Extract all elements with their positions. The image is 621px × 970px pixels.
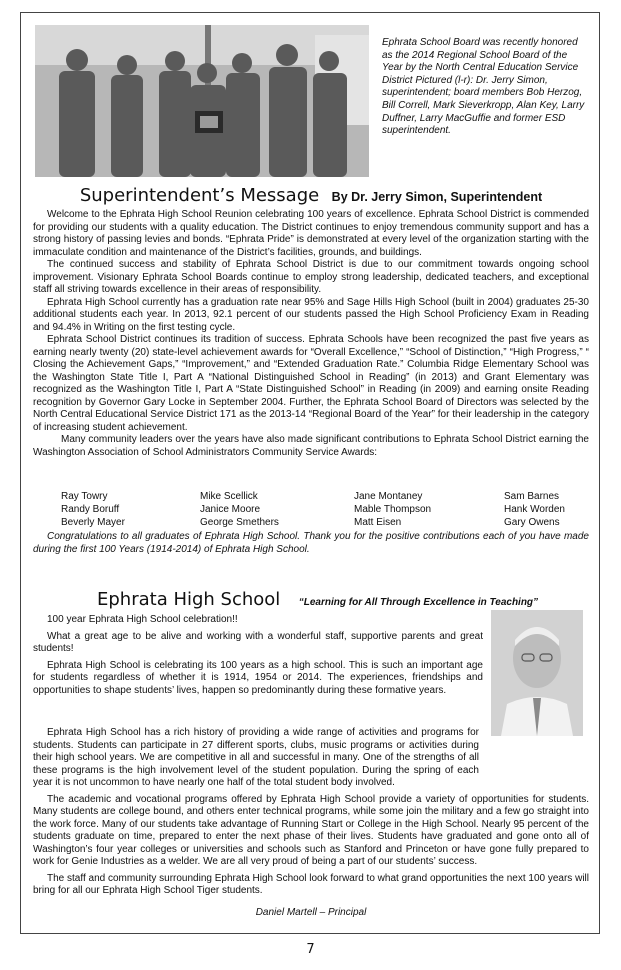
recipient-name: Mike Scellick: [200, 491, 258, 502]
recipient-name: Matt Eisen: [354, 517, 402, 529]
recipient-name: Ray Towry: [61, 491, 108, 502]
principal-signature: Daniel Martell – Principal: [255, 907, 367, 918]
recipient-name: Sam Barnes: [504, 491, 560, 502]
principal-message: [33, 727, 589, 902]
paragraph: Many community leaders over the years have also made significant contributions to Ephrata School District earning the Washington Association of School Administrators Community Service Awards:: [33, 434, 589, 458]
paragraph: The continued success and stability of Ephrata School District is due to our commitment towards ongoing school improvement. Visionary Ephrata School Boards continue to employ strong leadership, dedicated teachers, and exceptional staff all striving towards excellence in their areas of responsibility.: [33, 259, 589, 295]
recipient-name: Hank Worden: [504, 504, 565, 516]
paragraph: What a great age to be alive and working with a wonderful staff, supportive parents and great students!: [33, 630, 483, 654]
recipient-name: George Smethers: [200, 517, 279, 529]
superintendent-heading: [21, 185, 601, 206]
paragraph: The academic and vocational programs offered by Ephrata High School provide a variety of opportunities for students. Many students are college bound, and others enter technical programs, while some join the military and a few go straight into the work force. Many of our students take advantage of Running Start or College in the High School. Nearly 95 percent of the students graduate on time, prepared to enter the next phase of their lives. Students have graduated and gone onto all of Washington’s four year colleges or universities and schools such as Stanford and Princeton or have gone fully prepared to work for Genie Industries as a welder. We are all very proud of being a part of our students’ success.: [33, 793, 589, 867]
recipient-name: Janice Moore: [200, 504, 261, 516]
page-number: 7: [306, 942, 315, 957]
school-tagline: “Learning for All Through Excellence in Teaching”: [298, 597, 539, 608]
paragraph: Ephrata School District continues its tradition of success. Ephrata Schools have been recognized the past five years as earning nearly twenty (20) state-level achievement awards for “Overall Excellence,” “School of Distinction,” “High Progress,” “ Closing the Achievement Gaps,” “Improvement,” and “Extended Graduation Rate.” Columbia Ridge Elementary School was the Washington State Title I, Part A “National Distinguished School in Reading” (in 2013) and Grant Elementary was recognized as the Washington Title I, Part A “State Distinguished School” in Reading (in 2009) and earning onsite Reading recognition by Governor Gary Locke in September 2004. Further, the Ephrata School Board of Directors was selected by the North Central Educational Service District 171 as the 2013-14 “Regional Board of the Year” for their leadership in the category of increasing student achievement.: [33, 334, 589, 433]
recipient-name: Gary Owens: [504, 517, 560, 529]
principal-title: Ephrata High School: [97, 589, 281, 610]
page-frame: [20, 12, 600, 934]
principal-portrait: [491, 610, 583, 736]
paragraph: Ephrata High School has a rich history of providing a wide range of activities and programs for students. Students can participate in 27 different sports, clubs, music programs or activities during their high school years. We are competitive in all and successful in many. One of the strengths of all these programs is the high involvement level of the student population. During the spring of each year it is not uncommon to have nearly one half of the total student body involved.: [33, 727, 479, 788]
superintendent-title: Superintendent’s Message: [79, 185, 320, 206]
recipient-name: Beverly Mayer: [61, 517, 125, 529]
recipient-name: Randy Boruff: [61, 504, 120, 516]
superintendent-message: [33, 209, 589, 459]
school-board-photo: [35, 25, 369, 177]
paragraph: 100 year Ephrata High School celebration!!: [47, 614, 238, 625]
paragraph: Ephrata High School currently has a graduation rate near 95% and Sage Hills High School (built in 2004) graduates 25-30 additional students each year. In 2013, 92.1 percent of our students passed the High School Proficiency Exam in Reading and 94.4% in Writing on the first testing cycle.: [33, 296, 589, 333]
principal-intro: [33, 614, 483, 701]
principal-heading: [97, 589, 621, 610]
recipient-name: Mable Thompson: [354, 504, 432, 516]
recipient-name: Jane Montaney: [354, 491, 423, 502]
superintendent-byline: By Dr. Jerry Simon, Superintendent: [331, 190, 543, 204]
award-recipients: [61, 490, 591, 530]
photo-caption: Ephrata School Board was recently honored as the 2014 Regional School Board of the Year by the North Central Education Service District Pictured (l-r): Dr. Jerry Simon, superintendent; board members Bob Herzog, Bill Correll, Mark Sieverkropp, Alan Key, Larry Duffner, Larry MacGuffie and former ESD superintendent.: [382, 37, 585, 137]
congratulations-note: Congratulations to all graduates of Ephrata High School. Thank you for the positive contributions each of you have made during the first 100 Years (1914-2014) of Ephrata High School.: [33, 531, 589, 555]
paragraph: Welcome to the Ephrata High School Reunion celebrating 100 years of excellence. Ephrata School District is commended for providing our students with a quality education. The District continues to enjoy tremendous community support and has a strong history of passing levies and bonds. “Ephrata Pride” is demonstrated at every level of the organization starting with the immaculate condition and maintenance of the District’s facilities, grounds, and buildings.: [33, 209, 589, 258]
paragraph: The staff and community surrounding Ephrata High School look forward to what grand opportunities the next 100 years will bring for all our Ephrata High School Tiger students.: [33, 872, 589, 896]
paragraph: Ephrata High School is celebrating its 100 years as a high school. This is such an important age for students regardless of whether it is 1914, 1954 or 2014. The experiences, friendships and opportunities to shape students’ lives, happen so predominantly during these formative years.: [33, 659, 483, 696]
